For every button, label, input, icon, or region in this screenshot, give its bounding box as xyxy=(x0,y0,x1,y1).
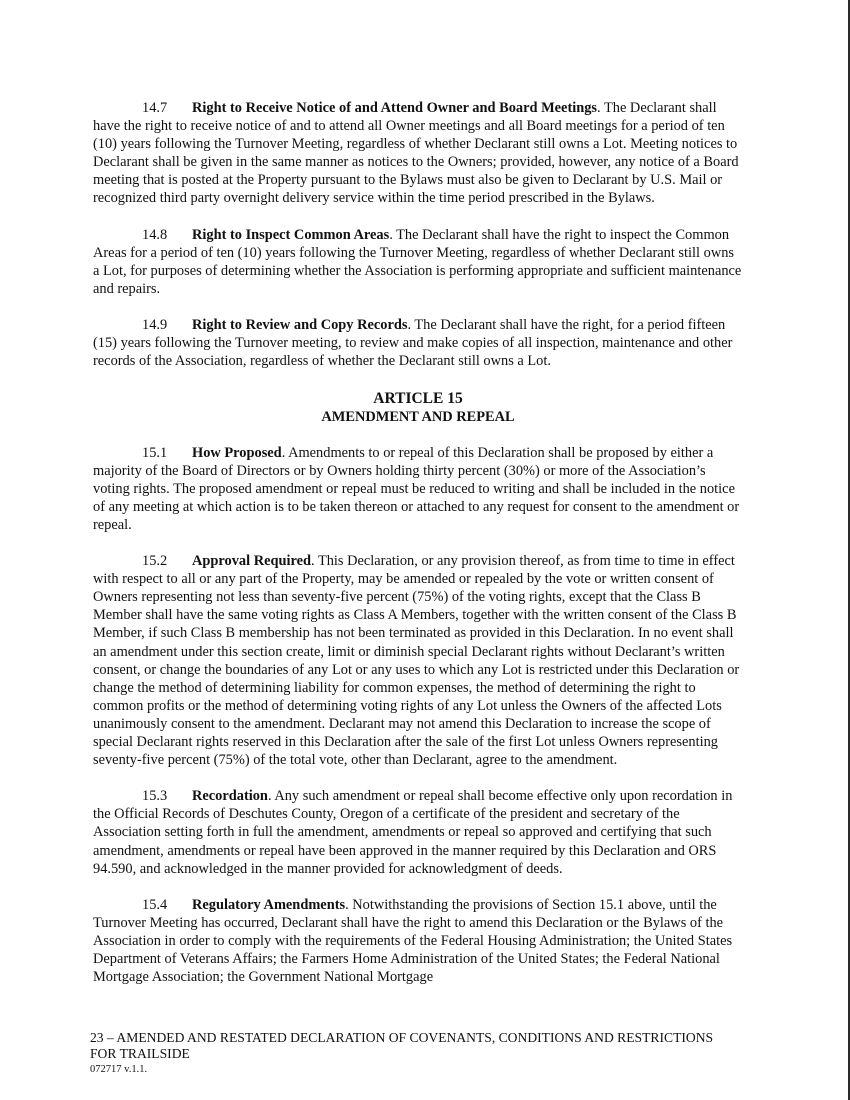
document-page xyxy=(93,99,743,1004)
section-14-7 xyxy=(93,99,743,208)
section-number: 14.8 xyxy=(142,226,168,243)
section-heading: Right to Review and Copy Records xyxy=(192,317,408,334)
section-number: 15.1 xyxy=(142,444,168,461)
page-footer xyxy=(90,1030,770,1077)
section-text: . This Declaration, or any provision thereof, as from time to time in effect with respect to all or any part of the Property, may be amended or repealed by the vote or written consent of Owners representing not less than seventy-five percent (75%) of the voting rights, except that the Class B Member shall have the same voting rights as Class A Members, together with the written consent of the Class B Member, if such Class B membership has not been terminated as provided in this Declaration. In no event shall an amendment under this section create, limit or diminish special Declarant rights without Declarant’s written consent, or change the boundaries of any Lot or any uses to which any Lot is restricted under this Declaration or change the method of determining liability for common expenses, the method of determining the right to common profits or the method of determining voting rights of any Lot unless the Owners of the affected Lots unanimously consent to the amendment. Declarant may not amend this Declaration to increase the scope of special Declarant rights reserved in this Declaration after the sale of the first Lot unless Owners representing seventy-five percent (75%) of the total vote, other than Declarant, agree to the amendment. xyxy=(93,553,740,769)
article-number: ARTICLE 15 xyxy=(373,389,463,407)
section-15-4 xyxy=(93,896,743,986)
footer-title-line2: FOR TRAILSIDE xyxy=(90,1046,190,1061)
section-heading: Regulatory Amendments xyxy=(192,896,346,913)
section-heading: Right to Inspect Common Areas xyxy=(192,226,390,243)
footer-title-line1: 23 – AMENDED AND RESTATED DECLARATION OF COVENANTS, CONDITIONS AND RESTRICTIONS xyxy=(90,1030,714,1045)
article-title: AMENDMENT AND REPEAL xyxy=(321,408,515,425)
section-number: 14.9 xyxy=(142,317,168,334)
section-number: 15.2 xyxy=(142,553,168,570)
section-heading: Approval Required xyxy=(192,553,312,570)
section-number: 14.7 xyxy=(142,100,168,116)
section-15-1 xyxy=(93,444,743,534)
section-text: . Notwithstanding the provisions of Section 15.1 above, until the Turnover Meeting has occurred, Declarant shall have the right to amend this Declaration or the Bylaws of the Association in order to comply with the requirements of the Federal Housing Administration; the United States Department of Veterans Affairs; the Farmers Home Administration of the United States; the Federal National Mortgage Association; the Government National Mortgage xyxy=(93,896,733,986)
section-heading: Right to Receive Notice of and Attend Owner and Board Meetings xyxy=(192,100,598,116)
section-text: . The Declarant shall have the right, for a period fifteen (15) years following the Turnover meeting, to review and make copies of all inspection, maintenance and other records of the Association, regardless of whether the Declarant still owns a Lot. xyxy=(93,317,733,370)
section-15-2 xyxy=(93,552,743,769)
section-number: 15.3 xyxy=(142,788,168,805)
section-14-8 xyxy=(93,226,743,298)
section-heading: Recordation xyxy=(192,788,268,805)
section-text: . The Declarant shall have the right to receive notice of and to attend all Owner meetings and all Board meetings for a period of ten (10) years following the Turnover Meeting, regardless of whether Declarant still owns a Lot. Meeting notices to Declarant shall be given in the same manner as notices to the Owners; provided, however, any notice of a Board meeting that is posted at the Property pursuant to the Bylaws must also be given to Declarant by U.S. Mail or recognized third party overnight delivery service within the time period prescribed in the Bylaws. xyxy=(93,100,739,207)
footer-version-code: 072717 v.1.1. xyxy=(90,1064,148,1075)
section-text: . The Declarant shall have the right to inspect the Common Areas for a period of ten (10) years following the Turnover Meeting, regardless of whether Declarant still owns a Lot, for purposes of determining whether the Association is performing appropriate and sufficient maintenance and repairs. xyxy=(93,226,742,297)
section-14-9 xyxy=(93,316,743,370)
section-15-3 xyxy=(93,787,743,877)
section-text: . Amendments to or repeal of this Declaration shall be proposed by either a majority of the Board of Directors or by Owners holding thirty percent (30%) or more of the Association’s voting rights. The proposed amendment or repeal must be reduced to writing and shall be included in the notice of any meeting at which action is to be taken thereon or attached to any request for consent to the amendment or repeal. xyxy=(93,444,740,533)
section-heading: How Proposed xyxy=(192,444,282,461)
section-number: 15.4 xyxy=(142,896,168,913)
section-text: . Any such amendment or repeal shall become effective only upon recordation in the Official Records of Deschutes County, Oregon of a certificate of the president and secretary of the Association setting forth in full the amendment, amendments or repeal so approved and certifying that such amendment, amendments or repeal have been approved in the manner required by this Declaration and ORS 94.590, and acknowledged in the manner provided for acknowledgment of deeds. xyxy=(93,788,733,877)
